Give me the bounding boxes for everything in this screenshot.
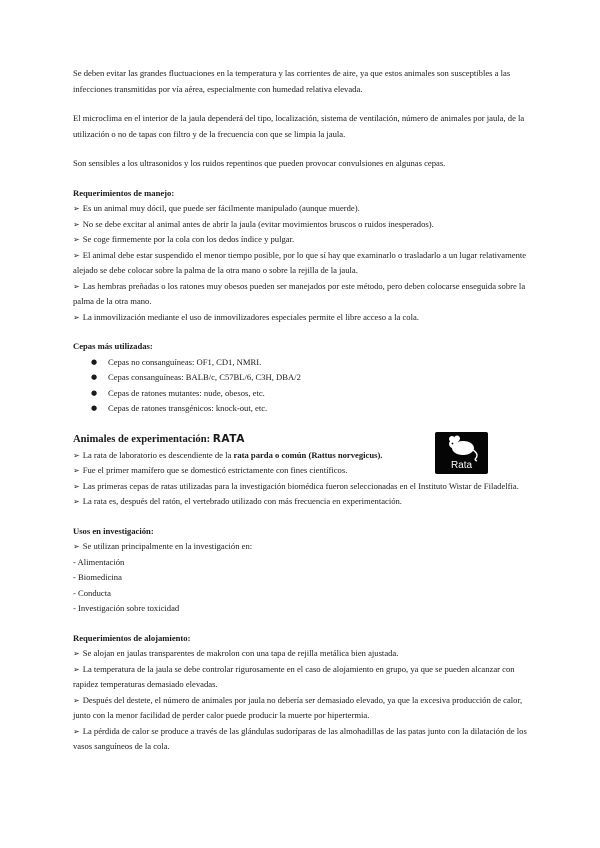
arrow-bullet-icon: ➢	[73, 235, 80, 244]
list-item: ➢ La pérdida de calor se produce a través de las glándulas sudoríparas de las almohadillas de las patas junto con la dilatación de los vasos sanguíneos de la cola.	[73, 725, 527, 751]
list-item: ➢ Después del destete, el número de animales por jaula no debería ser demasiado elevado, ya que la excesiva producción de calor, junto con la menor facilidad de perder calor puede producir la muerte por hipertermia.	[73, 694, 523, 720]
list-item: ➢ Se utilizan principalmente en la investigación en:	[73, 541, 253, 551]
arrow-bullet-icon: ➢	[73, 542, 80, 551]
list-item: ➢ Es un animal muy dócil, que puede ser fácilmente manipulado (aunque muerde).	[73, 203, 360, 213]
list-item: ● Cepas no consanguíneas: OF1, CD1, NMRI.	[91, 355, 535, 371]
arrow-bullet-icon: ➢	[73, 649, 80, 658]
paragraph-air-currents: Se deben evitar las grandes fluctuaciones en la temperatura y las corrientes de aire, ya que estos animales son susceptibles a las infecciones transmitidas por vía aérea, especialmente con humedad relativa elevada.	[73, 68, 511, 94]
list-item: ● Cepas de ratones transgénicos: knock-out, etc.	[91, 401, 535, 417]
list-item: ➢ No se debe excitar al animal antes de abrir la jaula (evitar movimientos bruscos o ruidos inesperados).	[73, 218, 434, 229]
arrow-bullet-icon: ➢	[73, 497, 80, 506]
heading-experimental-animals: Animales de experimentación: RATA	[73, 432, 245, 445]
arrow-bullet-icon: ➢	[73, 281, 80, 291]
arrow-bullet-icon: ➢	[73, 204, 80, 213]
list-item: ➢ Las hembras preñadas o los ratones muy obesos pueden ser manejados por este método, pero deben colocarse enseguida sobre la palma de la otra mano.	[73, 280, 526, 306]
arrow-bullet-icon: ➢	[73, 695, 80, 705]
arrow-bullet-icon: ➢	[73, 726, 80, 736]
arrow-bullet-icon: ➢	[73, 219, 80, 229]
list-item: ➢ El animal debe estar suspendido el menor tiempo posible, por lo que sí hay que examinarlo o trasladarlo a un lugar relativamente alejado se debe colocar sobre la palma de la otra mano o sobre la rejilla de la jaula.	[73, 249, 527, 275]
rat-logo-image	[435, 432, 488, 474]
rat-logo-label: Rata	[450, 460, 473, 471]
list-item: ● Cepas consanguíneas: BALB/c, C57BL/6, C3H, DBA/2	[91, 370, 535, 386]
rata-title: RATA	[212, 432, 245, 445]
list-item: - Investigación sobre toxicidad	[73, 603, 180, 613]
list-item: - Conducta	[73, 587, 111, 598]
arrow-bullet-icon: ➢	[73, 481, 80, 491]
housing-list	[73, 646, 535, 755]
arrow-bullet-icon: ➢	[73, 664, 80, 674]
arrow-bullet-icon: ➢	[73, 250, 80, 260]
list-item: ➢ Las primeras cepas de ratas utilizadas para la investigación biomédica fueron seleccionadas en el Instituto Wistar de Filadelfia.	[73, 480, 519, 491]
heading-strains: Cepas más utilizadas:	[73, 341, 153, 351]
handling-list	[73, 201, 535, 325]
list-item: ➢ La inmovilización mediante el uso de inmovilizadores especiales permite el libre acceso a la cola.	[73, 311, 419, 322]
heading-handling: Requerimientos de manejo:	[73, 187, 175, 198]
strains-list	[73, 355, 535, 417]
list-item: ➢ La temperatura de la jaula se debe controlar rigurosamente en el caso de alojamiento en grupo, ya que se pueden alcanzar con rapidez temperaturas demasiado elevadas.	[73, 663, 515, 689]
paragraph-ultrasound: Son sensibles a los ultrasonidos y los ruidos repentinos que pueden provocar convulsiones en algunas cepas.	[73, 158, 446, 168]
list-item: - Biomedicina	[73, 572, 122, 582]
list-item: ➢ Se coge firmemente por la cola con los dedos índice y pulgar.	[73, 234, 295, 244]
paragraph-microclimate: El microclima en el interior de la jaula dependerá del tipo, localización, sistema de ventilación, número de animales por jaula, de la utilización o no de tapas con filtro y de la frecuencia con que se limpia la jaula.	[73, 113, 525, 139]
species-name: rata parda o común (Rattus norvegicus).	[233, 449, 383, 460]
rat-icon	[435, 432, 488, 462]
list-item: ➢ La rata es, después del ratón, el vertebrado utilizado con más frecuencia en experimentación.	[73, 496, 402, 506]
list-item: ➢ La rata de laboratorio es descendiente de la rata parda o común (Rattus norvegicus).	[73, 449, 383, 460]
list-item: ➢ Se alojan en jaulas transparentes de makrolon con una tapa de rejilla metálica bien ajustada.	[73, 648, 399, 658]
arrow-bullet-icon: ➢	[73, 466, 80, 475]
list-item: - Alimentación	[73, 556, 125, 567]
list-item: ● Cepas de ratones mutantes: nude, obesos, etc.	[91, 386, 535, 402]
heading-research-uses: Usos en investigación:	[73, 525, 154, 536]
list-item: ➢ Fue el primer mamífero que se domesticó estrictamente con fines científicos.	[73, 465, 348, 475]
heading-housing: Requerimientos de alojamiento:	[73, 632, 191, 643]
document-page	[73, 66, 535, 755]
arrow-bullet-icon: ➢	[73, 450, 80, 460]
arrow-bullet-icon: ➢	[73, 312, 80, 322]
